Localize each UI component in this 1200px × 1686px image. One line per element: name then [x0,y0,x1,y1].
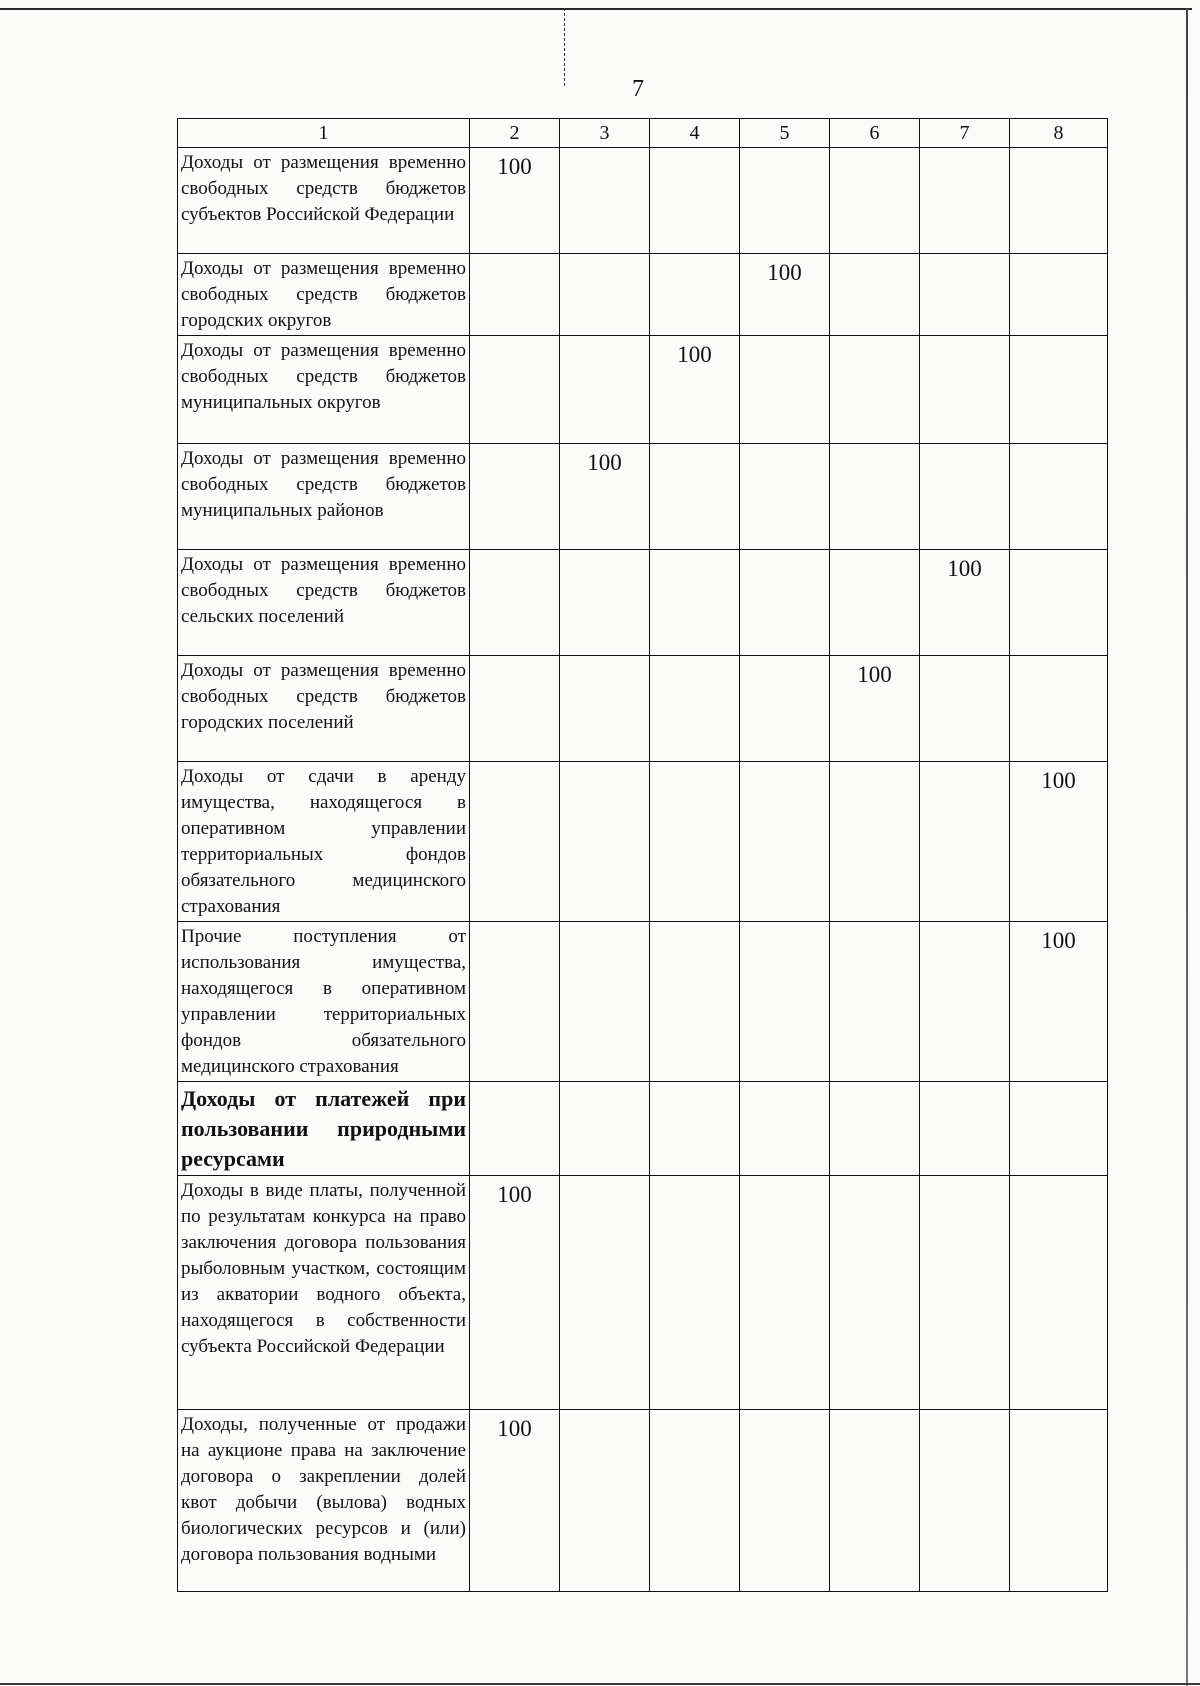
row-description: Доходы от размещения временно свободных средств бюджетов городских округов [178,254,470,336]
percent-cell [470,1082,560,1176]
percent-cell [830,1082,920,1176]
table-row [178,1410,1108,1592]
revenue-distribution-table [177,118,1108,1592]
column-header: 3 [560,119,650,148]
percent-cell [920,762,1010,922]
percent-cell [650,1410,740,1592]
percent-cell [1010,148,1108,254]
percent-cell [740,1082,830,1176]
percent-cell [560,922,650,1082]
table-row [178,336,1108,444]
percent-cell [830,148,920,254]
percent-cell [920,1410,1010,1592]
percent-cell [740,1176,830,1410]
percent-cell [1010,336,1108,444]
percent-cell [830,550,920,656]
column-header: 4 [650,119,740,148]
row-description: Доходы от платежей при пользовании природными ресурсами [178,1082,470,1176]
row-description: Доходы от размещения временно свободных средств бюджетов субъектов Российской Федерации [178,148,470,254]
percent-cell [830,336,920,444]
row-description: Доходы от размещения временно свободных средств бюджетов сельских поселений [178,550,470,656]
table-row [178,254,1108,336]
percent-cell [740,1410,830,1592]
percent-cell [470,444,560,550]
percent-cell [470,254,560,336]
percent-cell: 100 [740,254,830,336]
percent-cell [470,922,560,1082]
table-row [178,922,1108,1082]
row-description: Доходы от размещения временно свободных средств бюджетов муниципальных округов [178,336,470,444]
percent-cell [470,656,560,762]
column-header: 1 [178,119,470,148]
column-header: 5 [740,119,830,148]
percent-cell [650,1176,740,1410]
percent-cell [650,148,740,254]
percent-cell: 100 [830,656,920,762]
percent-cell [650,656,740,762]
fold-mark [564,8,565,86]
percent-cell [470,762,560,922]
percent-cell [920,1176,1010,1410]
percent-cell [740,336,830,444]
table-row [178,762,1108,922]
percent-cell [1010,656,1108,762]
percent-cell [650,550,740,656]
percent-cell: 100 [560,444,650,550]
percent-cell: 100 [470,1410,560,1592]
column-header: 8 [1010,119,1108,148]
table-row [178,1082,1108,1176]
percent-cell [920,148,1010,254]
percent-cell [830,1410,920,1592]
percent-cell [560,1082,650,1176]
percent-cell [650,922,740,1082]
percent-cell [470,336,560,444]
table-row [178,550,1108,656]
column-header: 2 [470,119,560,148]
percent-cell: 100 [1010,922,1108,1082]
row-description: Доходы от сдачи в аренду имущества, находящегося в оперативном управлении территориальных фондов обязательного медицинского страхования [178,762,470,922]
percent-cell [560,656,650,762]
percent-cell [560,762,650,922]
percent-cell [920,922,1010,1082]
percent-cell [830,762,920,922]
percent-cell [740,550,830,656]
percent-cell [920,1082,1010,1176]
table-row [178,1176,1108,1410]
percent-cell [1010,444,1108,550]
percent-cell [1010,1176,1108,1410]
table-row [178,444,1108,550]
percent-cell [650,444,740,550]
percent-cell: 100 [1010,762,1108,922]
percent-cell [830,1176,920,1410]
table-row [178,148,1108,254]
percent-cell [740,922,830,1082]
percent-cell [560,148,650,254]
column-header: 7 [920,119,1010,148]
scan-border-top [0,8,1192,10]
percent-cell [740,444,830,550]
scan-border-right [1186,8,1188,1686]
percent-cell [650,762,740,922]
percent-cell [1010,254,1108,336]
scan-border-bottom [0,1683,1200,1685]
percent-cell [920,336,1010,444]
row-description: Доходы в виде платы, полученной по результатам конкурса на право заключения договора пользования рыболовным участком, состоящим из акватории водного объекта, находящегося в собственности субъекта Российской Федерации [178,1176,470,1410]
percent-cell [560,336,650,444]
column-header: 6 [830,119,920,148]
row-description: Доходы от размещения временно свободных средств бюджетов городских поселений [178,656,470,762]
percent-cell [740,148,830,254]
percent-cell: 100 [650,336,740,444]
header-row [178,119,1108,148]
row-description: Доходы, полученные от продажи на аукционе права на заключение договора о закреплении долей квот добычи (вылова) водных биологических ресурсов и (или) договора пользования водными [178,1410,470,1592]
percent-cell [560,1410,650,1592]
percent-cell [1010,550,1108,656]
percent-cell [650,1082,740,1176]
percent-cell [740,762,830,922]
percent-cell [830,444,920,550]
table-row [178,656,1108,762]
percent-cell [740,656,830,762]
percent-cell [830,254,920,336]
percent-cell: 100 [470,148,560,254]
percent-cell [920,254,1010,336]
percent-cell [560,1176,650,1410]
percent-cell [470,550,560,656]
page-number: 7 [632,76,644,102]
percent-cell: 100 [920,550,1010,656]
percent-cell [1010,1410,1108,1592]
percent-cell [560,550,650,656]
row-description: Доходы от размещения временно свободных средств бюджетов муниципальных районов [178,444,470,550]
percent-cell [830,922,920,1082]
percent-cell: 100 [470,1176,560,1410]
percent-cell [920,656,1010,762]
row-description: Прочие поступления от использования имущества, находящегося в оперативном управлении территориальных фондов обязательного медицинского страхования [178,922,470,1082]
percent-cell [560,254,650,336]
percent-cell [1010,1082,1108,1176]
percent-cell [920,444,1010,550]
percent-cell [650,254,740,336]
